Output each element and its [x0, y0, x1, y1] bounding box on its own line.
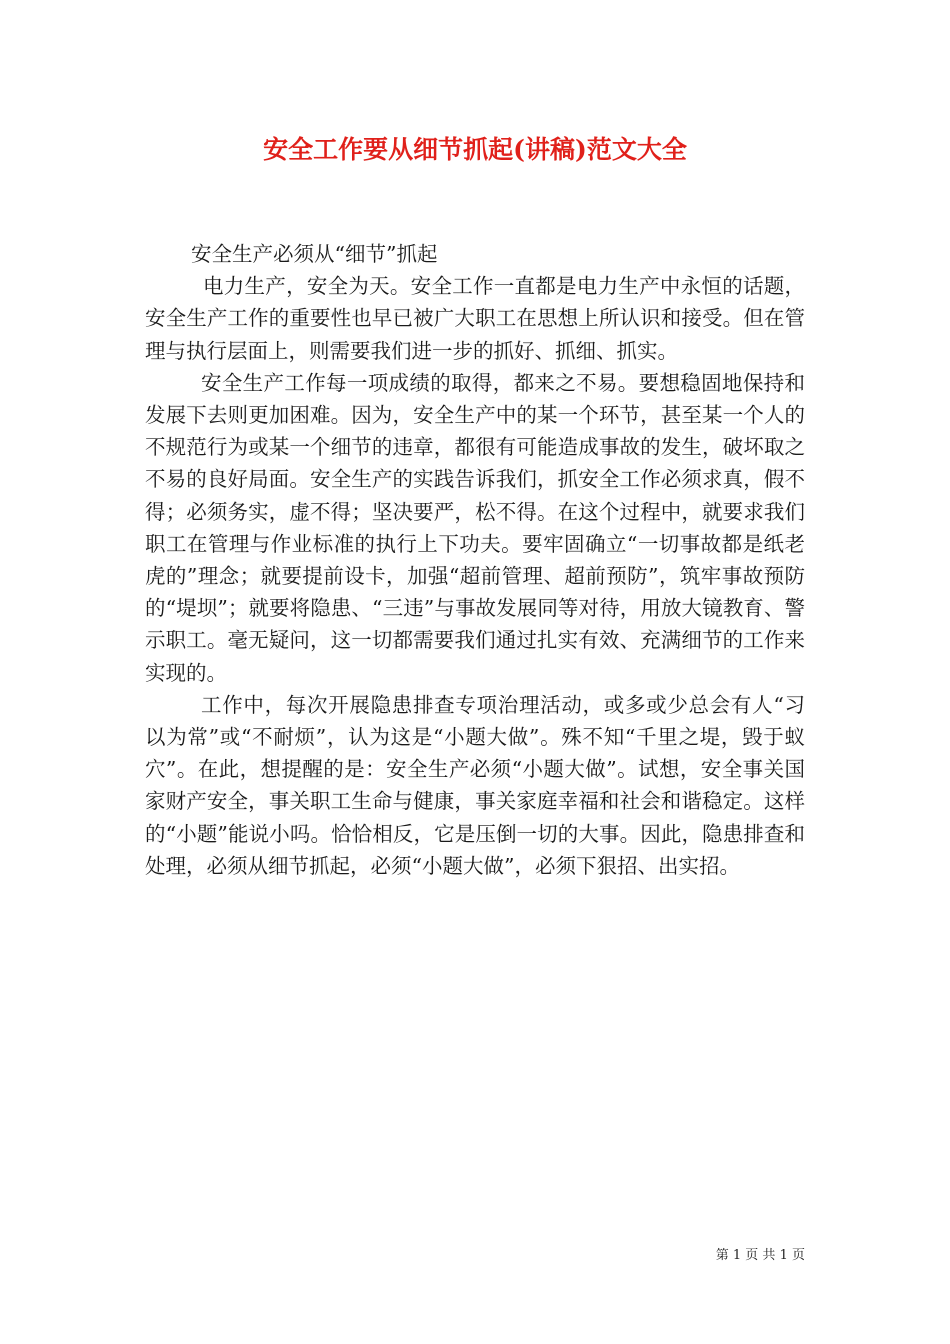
document-title: 安全工作要从细节抓起(讲稿)范文大全 [263, 135, 687, 164]
footer-middle: 页 共 [745, 1248, 776, 1263]
section-subheading: 安全生产必须从“细节”抓起 [191, 242, 438, 266]
footer-prefix: 第 [715, 1248, 729, 1263]
footer-suffix: 页 [791, 1248, 805, 1263]
paragraph-1: 电力生产，安全为天。安全工作一直都是电力生产中永恒的话题，安全生产工作的重要性也早已被广大职工在思想上所认识和接受。但在管理与执行层面上，则需要我们进一步的抓好、抓细、抓实。 [145, 274, 805, 363]
document-body [145, 238, 805, 882]
page-number-footer [716, 1247, 805, 1265]
paragraph-2: 安全生产工作每一项成绩的取得，都来之不易。要想稳固地保持和发展下去则更加困难。因为，安全生产中的某一个环节，甚至某一个人的不规范行为或某一个细节的违章，都很有可能造成事故的发生，破坏取之不易的良好局面。安全生产的实践告诉我们，抓安全工作必须求真，假不得；必须务实，虚不得；坚决要严，松不得。在这个过程中，就要求我们职工在管理与作业标准的执行上下功夫。要牢固确立“一切事故都是纸老虎的”理念；就要提前设卡，加强“超前管理、超前预防”，筑牢事故预防的“堤坝”；就要将隐患、“三违”与事故发展同等对待，用放大镜教育、警示职工。毫无疑问，这一切都需要我们通过扎实有效、充满细节的工作来实现的。 [145, 370, 805, 685]
footer-page-number: 1 [732, 1248, 742, 1263]
paragraph-3: 工作中，每次开展隐患排查专项治理活动，或多或少总会有人“习以为常”或“不耐烦”，认为这是“小题大做”。殊不知“千里之堤，毁于蚁穴”。在此，想提醒的是：安全生产必须“小题大做”。试想，安全事关国家财产安全，事关职工生命与健康，事关家庭幸福和社会和谐稳定。这样的“小题”能说小吗。恰恰相反，它是压倒一切的大事。因此，隐患排查和处理，必须从细节抓起，必须“小题大做”，必须下狠招、出实招。 [145, 692, 805, 878]
footer-total-pages: 1 [779, 1248, 788, 1263]
